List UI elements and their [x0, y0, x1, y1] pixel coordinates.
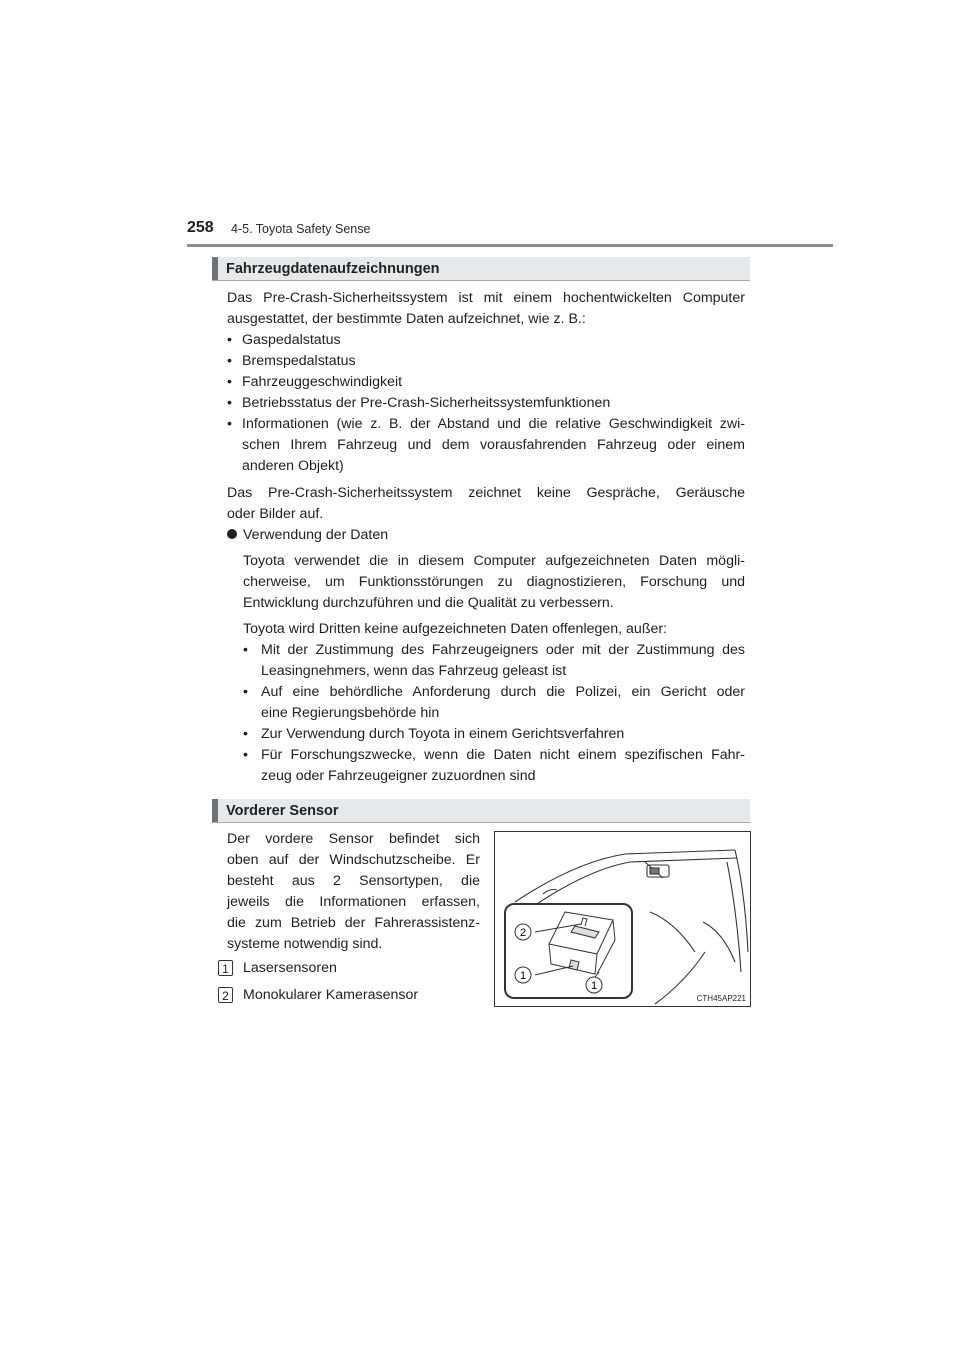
svg-text:1: 1	[590, 980, 598, 992]
description-line-6: systeme notwendig sind.	[227, 936, 383, 952]
info-item-line-1: Informationen (wie z. B. der Abstand und die relative Geschwindigkeit zwi-	[242, 416, 745, 432]
section-title: Vorderer Sensor	[226, 803, 339, 819]
description-line-1: Der vordere Sensor befindet sich	[227, 831, 480, 847]
legend-number-box: 1	[218, 960, 233, 976]
disclosure-item-3-line-1: Zur Verwendung durch Toyota in einem Gerichtsverfahren	[261, 726, 625, 742]
figure-code: CTH45AP221	[696, 994, 746, 1003]
description-line-4: jeweils die Informationen erfassen,	[227, 894, 480, 910]
section-accent	[212, 257, 218, 280]
filled-bullet-icon	[227, 529, 237, 539]
disclosure-item-4-line-1: Für Forschungszwecke, wenn die Daten nicht einem spezifischen Fahr-	[261, 747, 745, 763]
section-heading-fahrzeugdaten	[212, 257, 750, 281]
intro-line-1: Das Pre-Crash-Sicherheitssystem ist mit einem hochentwickelten Computer	[227, 290, 745, 306]
disclosure-item-1-line-1: Mit der Zustimmung des Fahrzeugeigners oder mit der Zustimmung des	[261, 642, 745, 658]
info-item-line-3: anderen Objekt)	[242, 458, 344, 474]
description-line-5: die zum Betrieb der Fahrerassistenz-	[227, 915, 480, 931]
description-line-3: besteht aus 2 Sensortypen, die	[227, 873, 480, 889]
usage-line-2: cherweise, um Funktionsstörungen zu diagnostizieren, Forschung und	[243, 574, 745, 590]
no-record-line-2: oder Bilder auf.	[227, 506, 324, 522]
section-heading-vorderer-sensor	[212, 799, 750, 823]
usage-line-3: Entwicklung durchzuführen und die Qualität zu verbessern.	[243, 595, 614, 611]
info-item-line-2: schen Ihrem Fahrzeug und dem vorausfahrenden Fahrzeug oder einem	[242, 437, 745, 453]
usage-line-1: Toyota verwendet die in diesem Computer aufgezeichneten Daten mögli-	[243, 553, 745, 569]
intro-line-2: ausgestattet, der bestimmte Daten aufzeichnet, wie z. B.:	[227, 311, 586, 327]
running-head: 4-5. Toyota Safety Sense	[231, 222, 371, 236]
disclosure-item-2-line-2: eine Regierungsbehörde hin	[261, 705, 440, 721]
windshield-sensor-illustration	[495, 832, 750, 1006]
section-title: Fahrzeugdatenaufzeichnungen	[226, 261, 440, 277]
disclosure-item-1-line-2: Leasingnehmers, wenn das Fahrzeug geleast ist	[261, 663, 567, 679]
header-rule	[187, 244, 833, 247]
description-line-2: oben auf der Windschutzscheibe. Er	[227, 852, 480, 868]
svg-text:1: 1	[519, 970, 527, 982]
legend-number-box: 2	[218, 987, 233, 1003]
disclosure-item-2-line-1: Auf eine behördliche Anforderung durch die Polizei, ein Gericht oder	[261, 684, 745, 700]
page-number: 258	[187, 219, 214, 236]
disclosure-item-4-line-2: zeug oder Fahrzeugeigner zuzuordnen sind	[261, 768, 536, 784]
no-record-line-1: Das Pre-Crash-Sicherheitssystem zeichnet keine Gespräche, Geräusche	[227, 485, 745, 501]
section-accent	[212, 799, 218, 822]
front-sensor-figure	[494, 831, 751, 1007]
disclosure-intro: Toyota wird Dritten keine aufgezeichneten Daten offenlegen, außer:	[243, 621, 668, 637]
svg-text:2: 2	[519, 927, 527, 939]
